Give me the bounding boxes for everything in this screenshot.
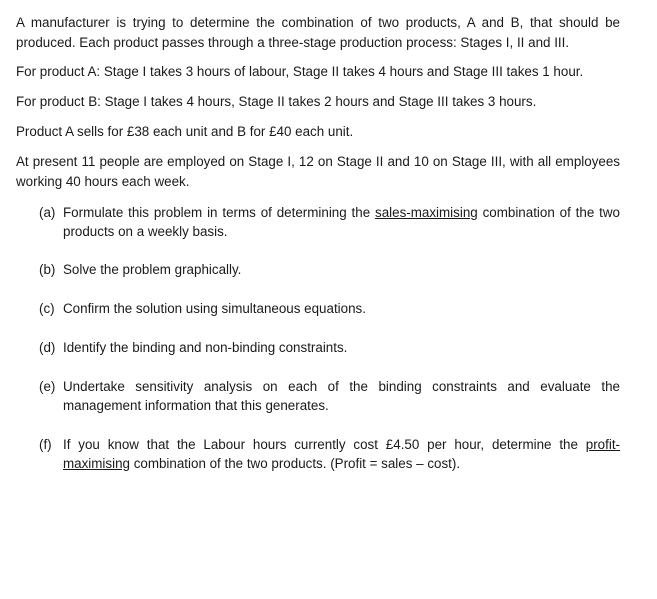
document-body	[16, 13, 620, 473]
question-text: Formulate this problem in terms of determining the	[63, 205, 376, 220]
question-c	[16, 299, 620, 318]
question-text: combination of the two products. (Profit = sales – cost).	[129, 456, 461, 471]
question-text: Solve the problem graphically.	[63, 262, 242, 277]
question-text: Undertake sensitivity analysis on each of the binding constraints and evaluate the management information that this generates.	[63, 379, 620, 413]
question-label: (b)	[39, 262, 56, 277]
question-text: If you know that the Labour hours currently cost £4.50 per hour, determine the	[63, 437, 586, 452]
staffing-paragraph: At present 11 people are employed on Stage I, 12 on Stage II and 10 on Stage III, with all employees working 40 hours each week.	[16, 154, 620, 189]
question-b	[16, 260, 620, 279]
question-label: (e)	[39, 379, 56, 394]
question-label: (d)	[39, 340, 56, 355]
question-text: Identify the binding and non-binding constraints.	[63, 340, 348, 355]
question-f	[16, 435, 620, 473]
underlined-term: profit-maximising	[63, 437, 620, 471]
price-paragraph: Product A sells for £38 each unit and B for £40 each unit.	[16, 124, 354, 139]
underlined-term: sales-maximising	[375, 205, 478, 220]
intro-paragraph: A manufacturer is trying to determine the combination of two products, A and B, that should be produced. Each product passes through a three-stage production process: Stages I, II and III.	[16, 15, 620, 50]
product-b-paragraph: For product B: Stage I takes 4 hours, Stage II takes 2 hours and Stage III takes 3 hours.	[16, 94, 537, 109]
question-e	[16, 377, 620, 415]
product-a-paragraph: For product A: Stage I takes 3 hours of labour, Stage II takes 4 hours and Stage III takes 1 hour.	[16, 64, 584, 79]
question-label: (a)	[39, 205, 56, 220]
question-label: (c)	[39, 301, 55, 316]
question-label: (f)	[39, 437, 52, 452]
question-text: combination of the two products on a weekly basis.	[63, 205, 620, 239]
question-text: Confirm the solution using simultaneous equations.	[63, 301, 366, 316]
question-d	[16, 338, 620, 357]
question-a	[16, 203, 620, 241]
